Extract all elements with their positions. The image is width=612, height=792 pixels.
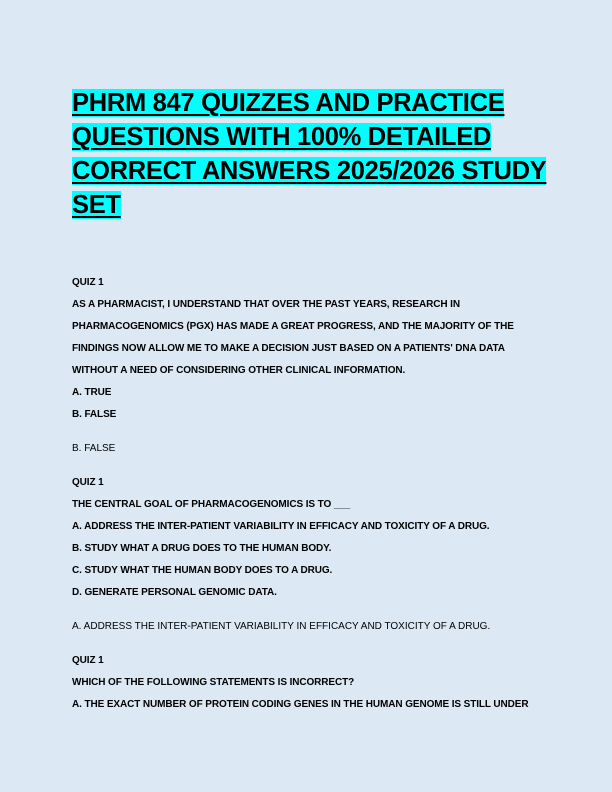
option: A. ADDRESS THE INTER-PATIENT VARIABILITY IN EFFICACY AND TOXICITY OF A DRUG. [72,521,490,532]
quiz-block [72,650,552,716]
option: C. STUDY WHAT THE HUMAN BODY DOES TO A DRUG. [72,565,333,576]
question-line: AS A PHARMACIST, I UNDERSTAND THAT OVER THE PAST YEARS, RESEARCH IN [72,299,460,310]
question-line: PHARMACOGENOMICS (PGX) HAS MADE A GREAT PROGRESS, AND THE MAJORITY OF THE [72,321,514,332]
title-line: CORRECT ANSWERS 2025/2026 STUDY [72,157,547,185]
quiz-block [72,472,552,638]
option: B. STUDY WHAT A DRUG DOES TO THE HUMAN BODY. [72,543,332,554]
question-line: WITHOUT A NEED OF CONSIDERING OTHER CLINICAL INFORMATION. [72,365,406,376]
answer: A. ADDRESS THE INTER-PATIENT VARIABILITY IN EFFICACY AND TOXICITY OF A DRUG. [72,621,491,632]
question-line: THE CENTRAL GOAL OF PHARMACOGENOMICS IS TO ___ [72,499,351,510]
question-line: WHICH OF THE FOLLOWING STATEMENTS IS INCORRECT? [72,677,355,688]
option: D. GENERATE PERSONAL GENOMIC DATA. [72,587,277,598]
option: A. THE EXACT NUMBER OF PROTEIN CODING GENES IN THE HUMAN GENOME IS STILL UNDER [72,699,529,710]
title-line: SET [72,191,121,219]
quiz-label: QUIZ 1 [72,477,104,488]
answer: B. FALSE [72,443,116,454]
title-line: QUESTIONS WITH 100% DETAILED [72,123,492,151]
quiz-block [72,272,552,460]
option: B. FALSE [72,409,117,420]
document-title [72,86,552,222]
title-line: PHRM 847 QUIZZES AND PRACTICE [72,89,505,117]
option: A. TRUE [72,387,112,398]
quiz-label: QUIZ 1 [72,277,104,288]
question-line: FINDINGS NOW ALLOW ME TO MAKE A DECISION JUST BASED ON A PATIENTS' DNA DATA [72,343,505,354]
quiz-label: QUIZ 1 [72,655,104,666]
